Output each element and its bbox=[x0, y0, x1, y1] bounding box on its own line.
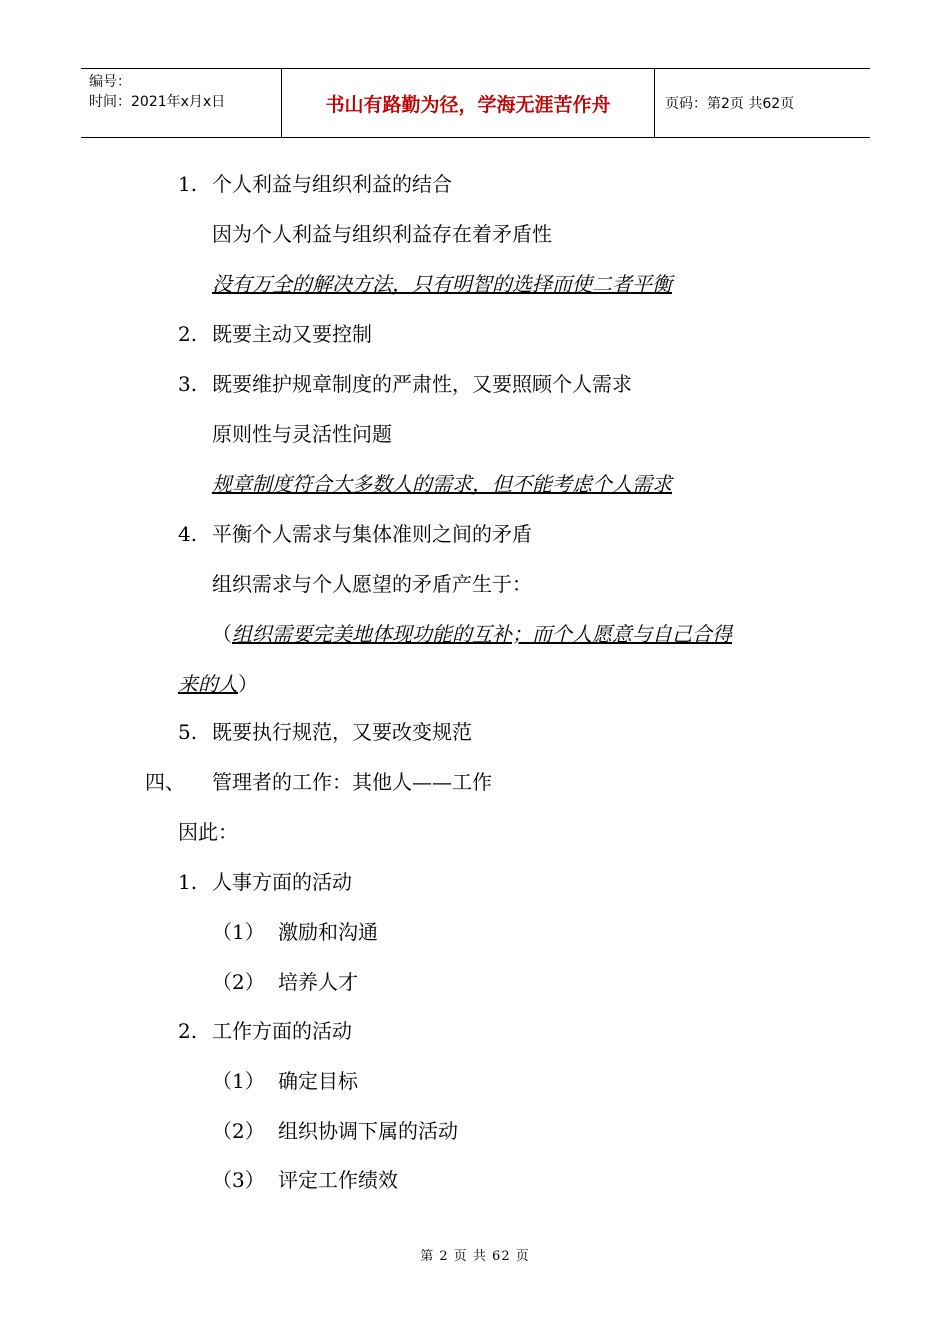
sub-item-text: 组织协调下属的活动 bbox=[278, 1119, 458, 1143]
item-text: 既要主动又要控制 bbox=[212, 322, 372, 346]
time-label: 时间：2021年x月x日 bbox=[89, 94, 226, 110]
list-item bbox=[178, 718, 472, 746]
sub-item-number: （2） bbox=[212, 1119, 265, 1143]
list-item bbox=[178, 370, 632, 398]
list-item bbox=[178, 1017, 352, 1045]
number-label: 编号： bbox=[89, 74, 131, 90]
sub-item-number: （1） bbox=[212, 920, 265, 944]
item-number: 1. bbox=[178, 870, 198, 894]
item-number: 2. bbox=[178, 322, 198, 346]
emphasis-text: 没有万全的解决方法，只有明智的选择而使二者平衡 bbox=[212, 272, 672, 296]
close-paren: ） bbox=[238, 672, 258, 696]
list-item bbox=[178, 868, 352, 896]
sub-item bbox=[212, 1166, 398, 1194]
item-number: 1. bbox=[178, 172, 198, 196]
page-header bbox=[81, 68, 870, 138]
list-item bbox=[178, 520, 532, 548]
section-number: 四、 bbox=[145, 770, 185, 794]
item-text: 个人利益与组织利益的结合 bbox=[212, 172, 452, 196]
paragraph bbox=[212, 620, 732, 648]
header-meta bbox=[81, 69, 282, 137]
list-item bbox=[178, 320, 372, 348]
sub-item bbox=[212, 968, 358, 996]
sub-item bbox=[212, 918, 378, 946]
item-number: 2. bbox=[178, 1019, 198, 1043]
paragraph bbox=[178, 670, 258, 698]
paragraph: 组织需求与个人愿望的矛盾产生于： bbox=[212, 572, 532, 596]
sub-item-number: （2） bbox=[212, 970, 265, 994]
emphasis-text: 来的人 bbox=[178, 672, 238, 696]
item-text: 既要维护规章制度的严肃性，又要照顾个人需求 bbox=[212, 372, 632, 396]
sub-item bbox=[212, 1067, 358, 1095]
header-motto: 书山有路勤为径，学海无涯苦作舟 bbox=[282, 69, 655, 137]
emphasis-text: 组织需要完美地体现功能的互补；而个人愿意与自己合得 bbox=[232, 622, 732, 646]
paragraph: 因此： bbox=[178, 820, 238, 844]
paragraph: 因为个人利益与组织利益存在着矛盾性 bbox=[212, 222, 552, 246]
sub-item-text: 确定目标 bbox=[278, 1069, 358, 1093]
page-footer: 第 2 页 共 62 页 bbox=[420, 1249, 530, 1264]
emphasis-text: 规章制度符合大多数人的需求，但不能考虑个人需求 bbox=[212, 472, 672, 496]
section-text: 管理者的工作：其他人——工作 bbox=[212, 770, 492, 794]
item-text: 既要执行规范，又要改变规范 bbox=[212, 720, 472, 744]
item-number: 4. bbox=[178, 522, 198, 546]
list-item bbox=[178, 170, 452, 198]
section-heading bbox=[145, 768, 492, 796]
item-text: 平衡个人需求与集体准则之间的矛盾 bbox=[212, 522, 532, 546]
item-text: 人事方面的活动 bbox=[212, 870, 352, 894]
item-text: 工作方面的活动 bbox=[212, 1019, 352, 1043]
header-page-label: 页码：第2页 共62页 bbox=[665, 96, 795, 112]
sub-item bbox=[212, 1117, 458, 1145]
open-paren: （ bbox=[212, 622, 232, 646]
item-number: 5. bbox=[178, 720, 198, 744]
sub-item-text: 激励和沟通 bbox=[278, 920, 378, 944]
sub-item-text: 培养人才 bbox=[278, 970, 358, 994]
sub-item-number: （3） bbox=[212, 1168, 265, 1192]
sub-item-number: （1） bbox=[212, 1069, 265, 1093]
sub-item-text: 评定工作绩效 bbox=[278, 1168, 398, 1192]
item-number: 3. bbox=[178, 372, 198, 396]
paragraph: 原则性与灵活性问题 bbox=[212, 422, 392, 446]
